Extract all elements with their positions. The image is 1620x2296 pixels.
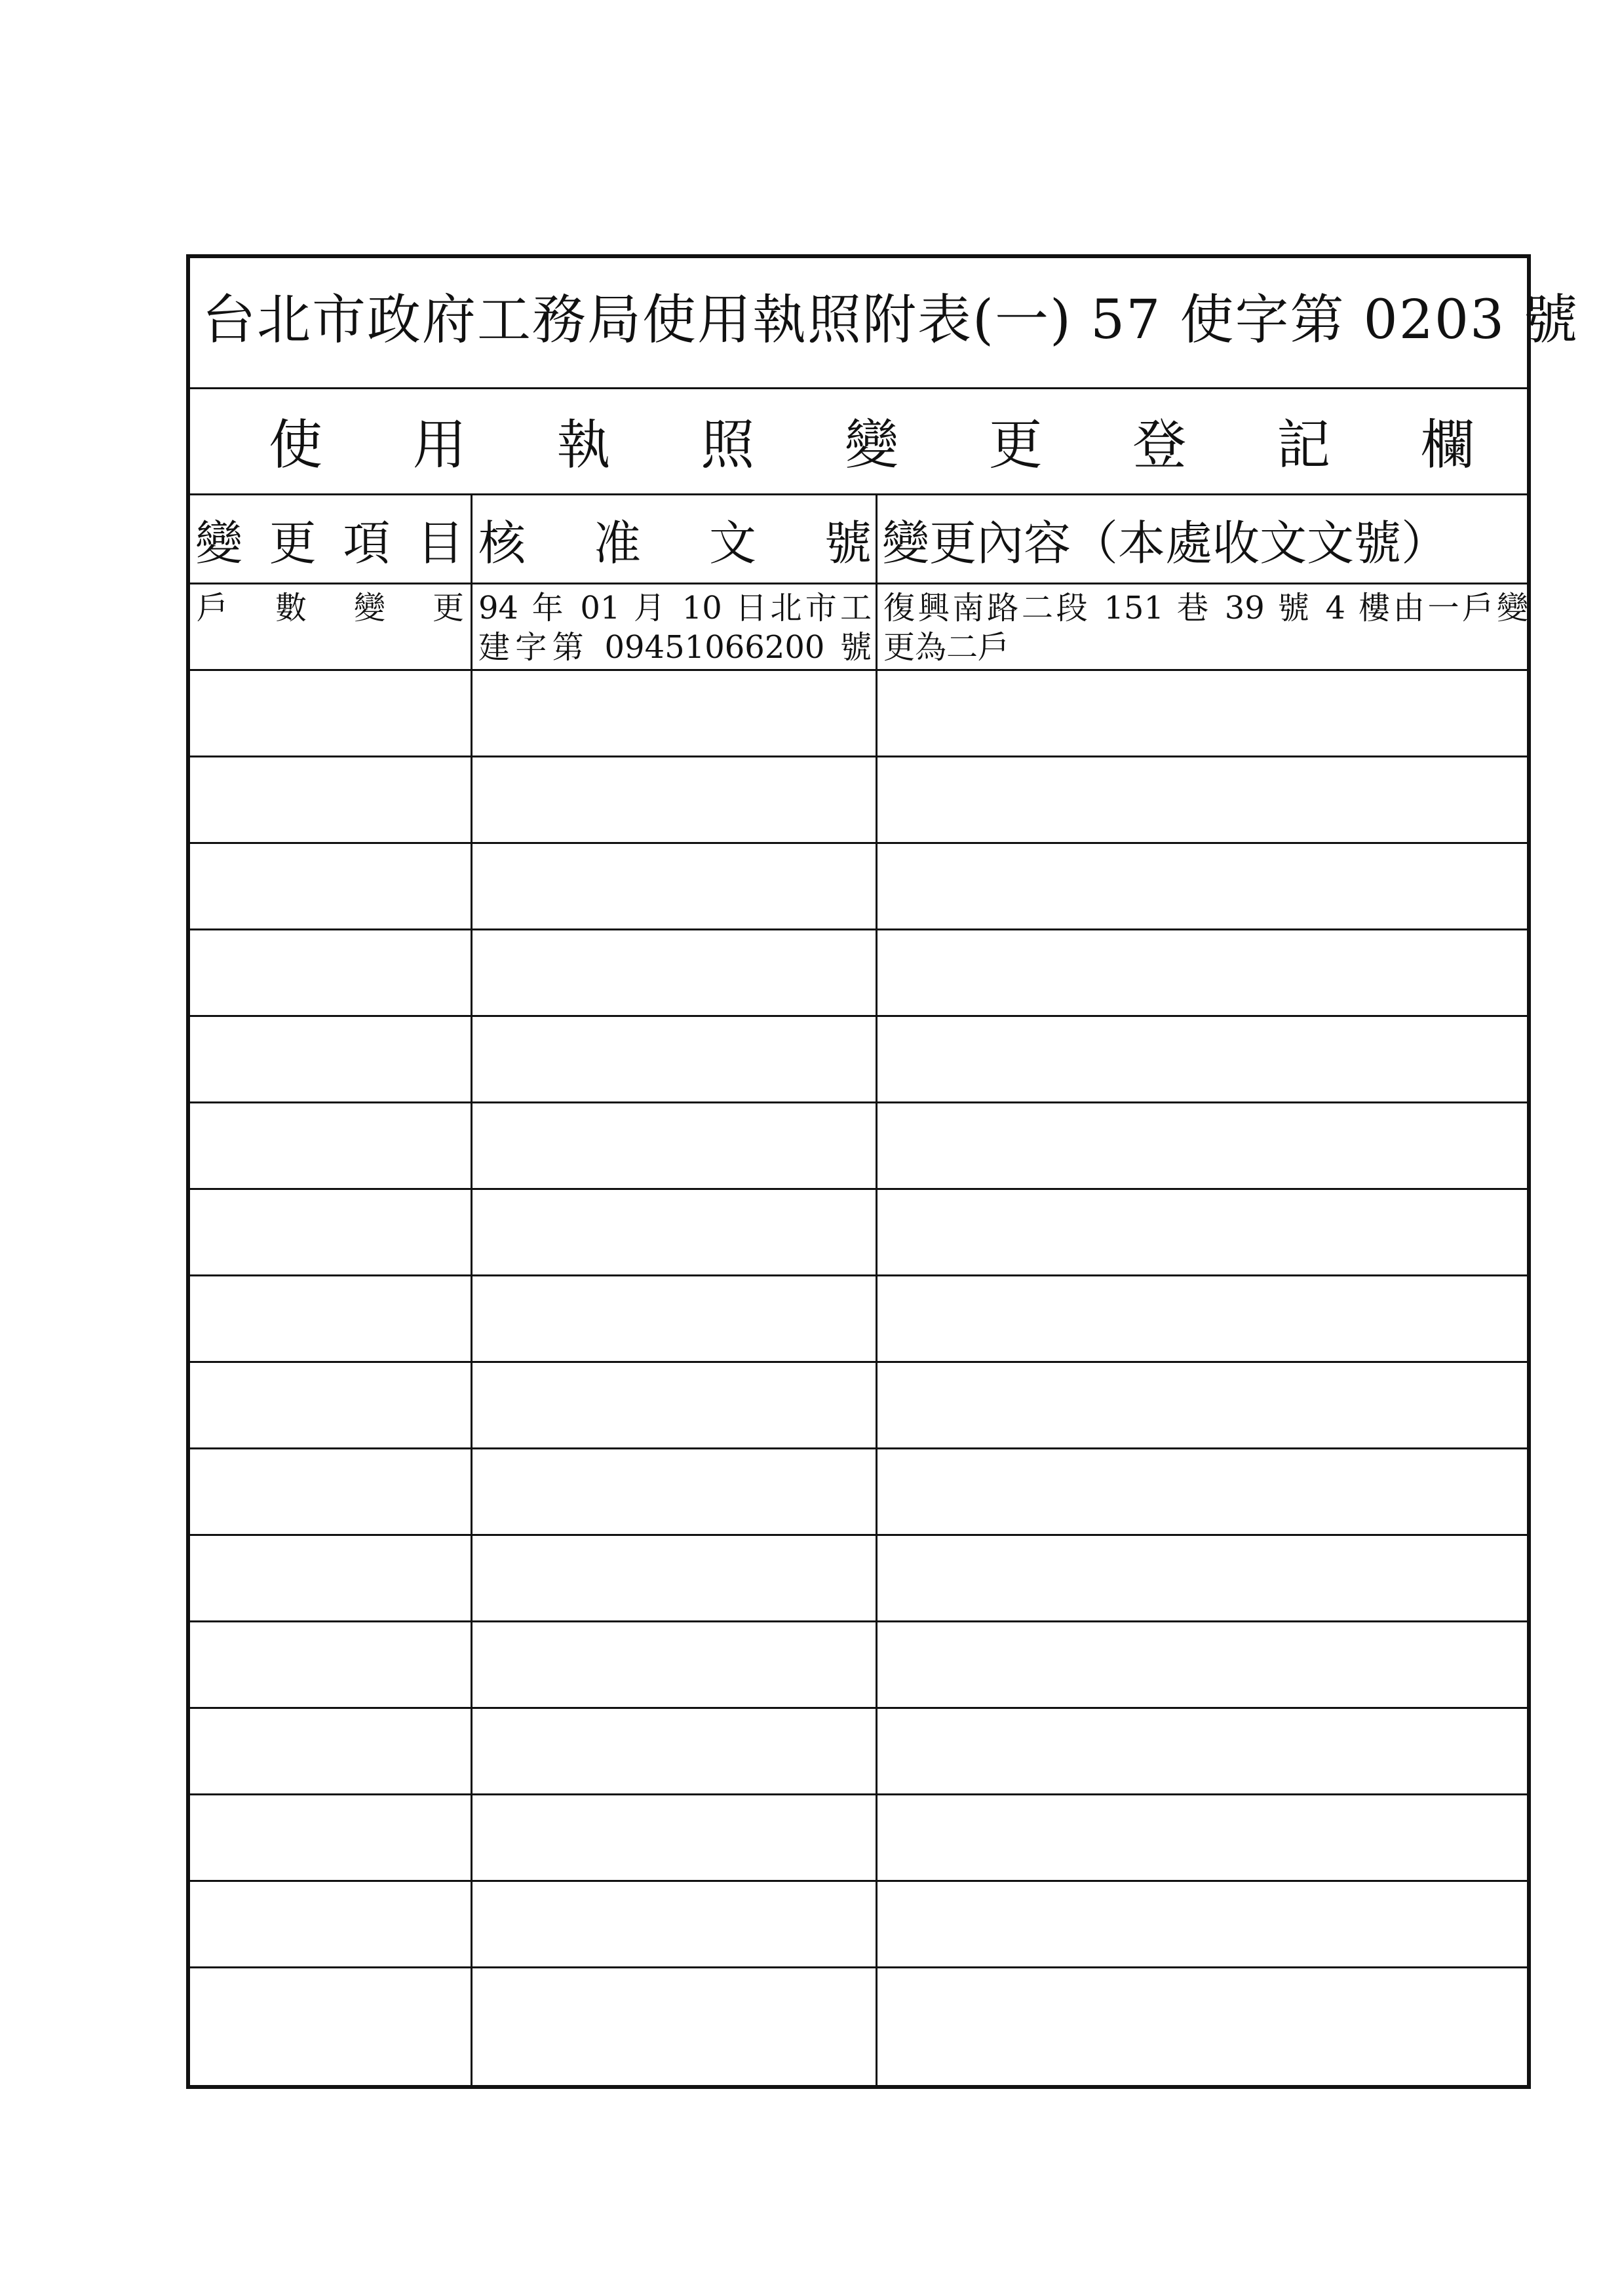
- content-line: 更為二戶: [883, 629, 1010, 666]
- heading-char: 使: [269, 414, 323, 476]
- heading-char: 變: [844, 414, 898, 476]
- column-header-item: [195, 514, 464, 573]
- empty-table-row: [190, 757, 1527, 844]
- header-char: 號: [824, 516, 872, 571]
- empty-table-row: [190, 1190, 1527, 1276]
- approval-line: 建字第 09451066200 號: [478, 629, 872, 666]
- empty-table-row: [190, 1709, 1527, 1795]
- header-char: 更: [269, 516, 317, 571]
- empty-table-row: [190, 1103, 1527, 1190]
- empty-table-row: [190, 930, 1527, 1017]
- section-heading: [269, 413, 1475, 478]
- header-char: 變: [195, 516, 243, 571]
- content-line: 復興南路二段 151 巷 39 號 4 樓由一戶變: [883, 590, 1528, 626]
- header-char: 准: [593, 516, 641, 571]
- title-row: [190, 258, 1579, 389]
- header-char: 項: [343, 516, 391, 571]
- item-char: 戶: [197, 590, 229, 626]
- empty-table-row: [190, 844, 1527, 930]
- approval-number-cell: [478, 588, 872, 667]
- empty-table-row: [190, 671, 1527, 757]
- column-header-change-content: [882, 514, 1528, 573]
- empty-table-row: [190, 1276, 1527, 1363]
- header-char: 核: [478, 516, 526, 571]
- change-content-cell: [883, 588, 1528, 667]
- empty-table-row: [190, 1622, 1527, 1709]
- empty-table-row: [190, 1536, 1527, 1622]
- section-heading-row: [190, 389, 1527, 495]
- heading-char: 更: [988, 414, 1043, 476]
- header-char: 目: [416, 516, 464, 571]
- item-char: 數: [275, 590, 307, 626]
- column-header-approval-number: [478, 514, 872, 573]
- header-char: 文: [708, 516, 756, 571]
- table-body: [190, 584, 1527, 2085]
- empty-table-row: [190, 1795, 1527, 1882]
- heading-char: 執: [556, 414, 611, 476]
- empty-table-row: [190, 1968, 1527, 2055]
- usage-permit-change-form: [186, 254, 1579, 2089]
- table-row: [190, 584, 1527, 671]
- heading-char: 欄: [1420, 414, 1475, 476]
- header-text: 變更內容（本處收文文號）: [882, 516, 1449, 571]
- heading-char: 用: [412, 414, 467, 476]
- column-header-row: [190, 495, 1527, 584]
- change-item-cell: [197, 588, 464, 628]
- heading-char: 照: [701, 414, 755, 476]
- item-char: 變: [353, 590, 385, 626]
- empty-table-row: [190, 1017, 1527, 1103]
- empty-table-row: [190, 1449, 1527, 1536]
- item-char: 更: [432, 590, 464, 626]
- approval-line: 94 年 01 月 10 日北市工: [478, 590, 872, 626]
- heading-char: 記: [1277, 414, 1331, 476]
- empty-table-row: [190, 1882, 1527, 1968]
- heading-char: 登: [1132, 414, 1187, 476]
- form-title: 台北市政府工務局使用執照附表(一) 57 使字第 0203 號: [202, 289, 1579, 351]
- empty-table-row: [190, 1363, 1527, 1449]
